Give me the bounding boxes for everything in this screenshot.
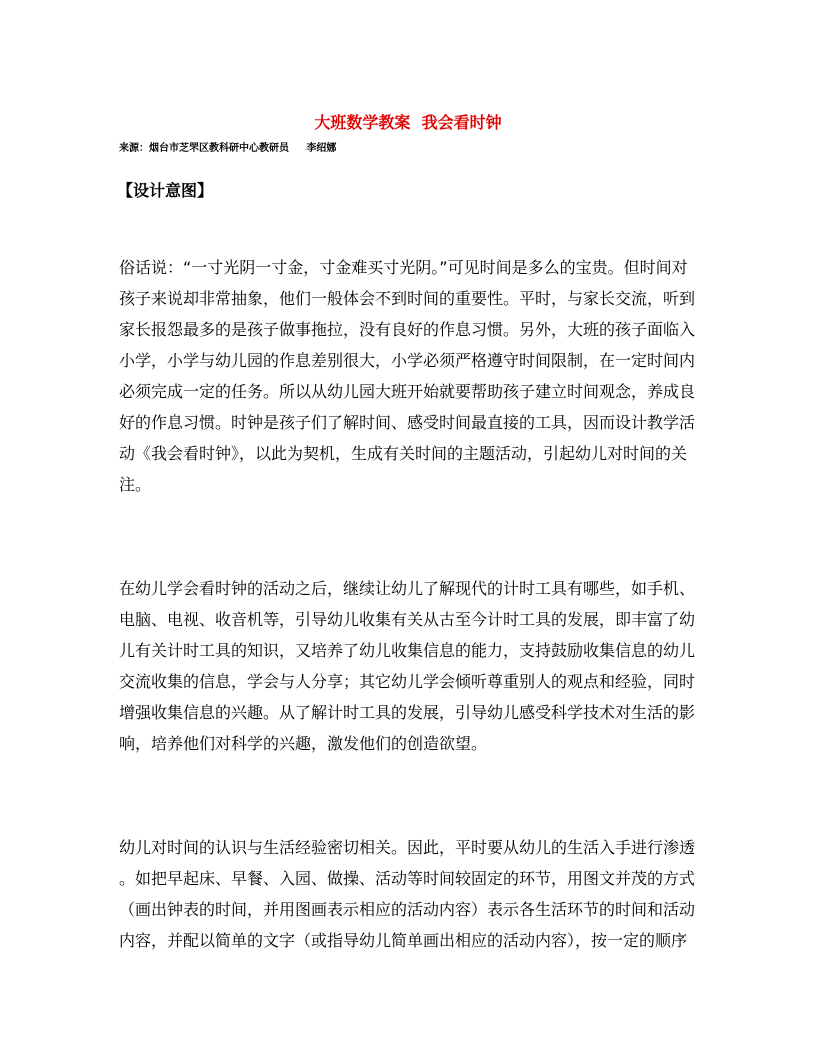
paragraph-line: 增强收集信息的兴趣。从了解计时工具的发展，引导幼儿感受科学技术对生活的影	[119, 703, 696, 722]
paragraph-line: （画出钟表的时间，并用图画表示相应的活动内容）表示各生活环节的时间和活动	[119, 900, 696, 919]
paragraph-line: 内容，并配以简单的文字（或指导幼儿简单画出相应的活动内容），按一定的顺序	[119, 931, 688, 950]
paragraph-line: 交流收集的信息，学会与人分享；其它幼儿学会倾听尊重别人的观点和经验，同时	[119, 672, 696, 691]
paragraph-line: 必须完成一定的任务。所以从幼儿园大班开始就要帮助孩子建立时间观念，养成良	[119, 382, 696, 401]
paragraph-line: 在幼儿学会看时钟的活动之后，继续让幼儿了解现代的计时工具有哪些，如手机、	[119, 579, 696, 598]
source-line: 来源：烟台市芝罘区教科研中心教研员 李绍娜	[119, 143, 337, 154]
paragraph-line: 孩子来说却非常抽象，他们一般体会不到时间的重要性。平时，与家长交流，听到	[119, 289, 696, 308]
paragraph-line: 注。	[119, 475, 152, 494]
paragraph-line: 电脑、电视、收音机等，引导幼儿收集有关从古至今计时工具的发展，即丰富了幼	[119, 610, 696, 629]
paragraph-line: 好的作息习惯。时钟是孩子们了解时间、感受时间最直接的工具，因而设计教学活	[119, 413, 696, 432]
document-title: 大班数学教案 我会看时钟	[314, 113, 502, 132]
paragraph-line: 。如把早起床、早餐、入园、做操、活动等时间较固定的环节，用图文并茂的方式	[119, 869, 696, 888]
paragraph-line: 小学，小学与幼儿园的作息差别很大，小学必须严格遵守时间限制，在一定时间内	[119, 351, 696, 370]
paragraph-1	[119, 252, 701, 500]
paragraph-line: 响，培养他们对科学的兴趣，激发他们的创造欲望。	[119, 734, 488, 753]
paragraph-3	[119, 832, 701, 956]
paragraph-line: 幼儿对时间的认识与生活经验密切相关。因此，平时要从幼儿的生活入手进行渗透	[119, 838, 696, 857]
section-heading: 【设计意图】	[117, 181, 214, 200]
paragraph-line: 动《我会看时钟》，以此为契机，生成有关时间的主题活动，引起幼儿对时间的关	[119, 444, 688, 463]
paragraph-line: 家长报怨最多的是孩子做事拖拉，没有良好的作息习惯。另外，大班的孩子面临入	[119, 320, 696, 339]
paragraph-2	[119, 573, 701, 759]
paragraph-line: 儿有关计时工具的知识，又培养了幼儿收集信息的能力，支持鼓励收集信息的幼儿	[119, 641, 696, 660]
paragraph-line: 俗话说：“一寸光阴一寸金，寸金难买寸光阴。”可见时间是多么的宝贵。但时间对	[119, 258, 688, 277]
